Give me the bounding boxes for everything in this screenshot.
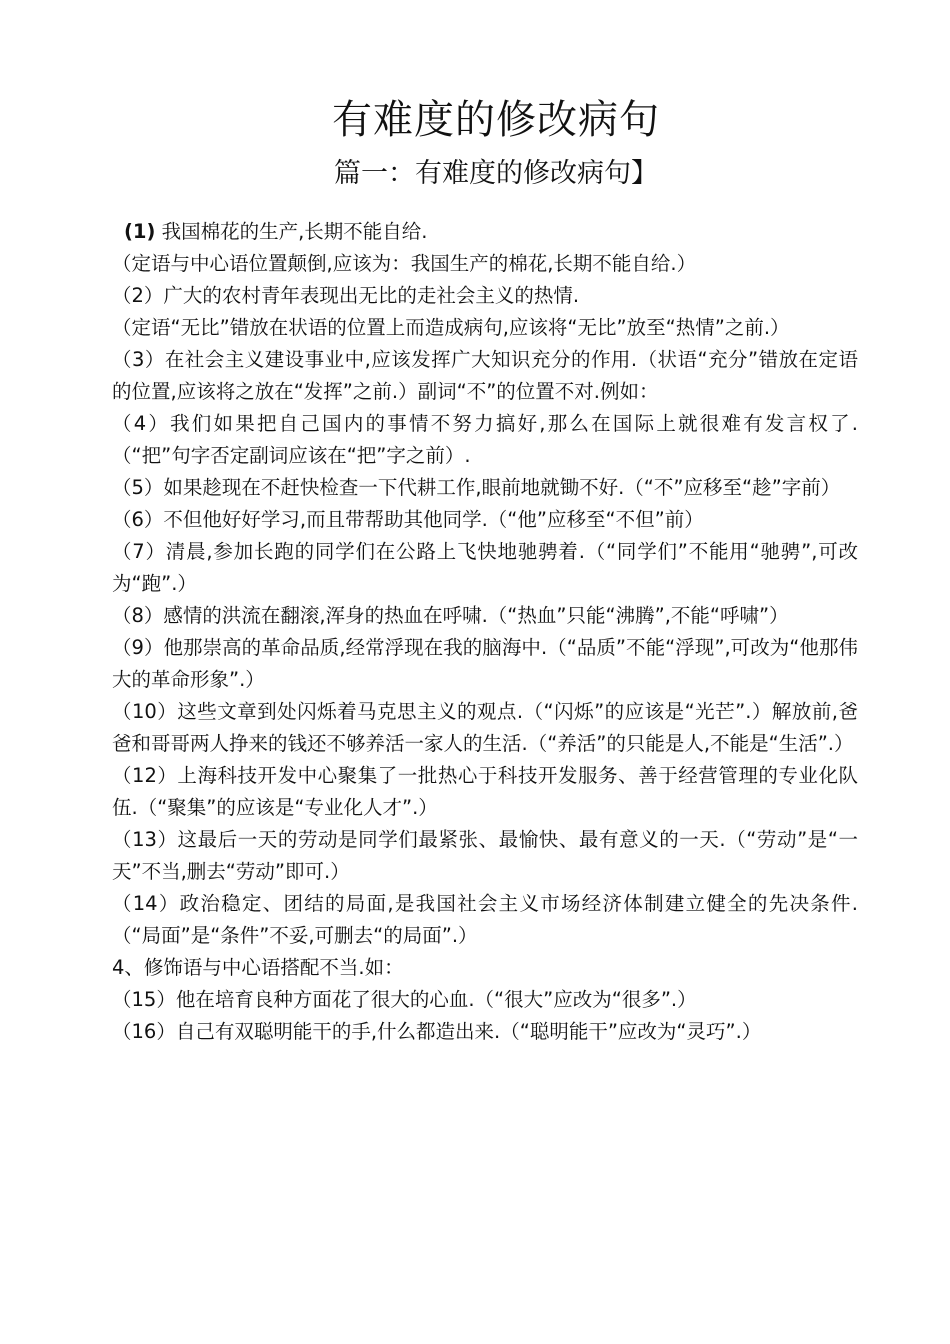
paragraph-18: （16）自己有双聪明能干的手,什么都造出来.（“聪明能干”应改为“灵巧”.） (112, 1020, 762, 1043)
paragraph-10: （8）感情的洪流在翻滚,浑身的热血在呼啸.（“热血”只能“沸腾”,不能“呼啸”） (112, 604, 789, 627)
paragraph-1 (112, 216, 858, 248)
paragraph-12: （10）这些文章到处闪烁着马克思主义的观点.（“闪烁”的应该是“光芒”.）解放前,爸爸和哥哥两人挣来的钱还不够养活一家人的生活.（“养活”的只能是人,不能是“生活”.） (112, 700, 858, 755)
paragraph-7: （5）如果趁现在不赶快检查一下代耕工作,眼前地就锄不好.（“不”应移至“趁”字前） (112, 476, 841, 499)
paragraph-4: （定语“无比”错放在状语的位置上而造成病句,应该将“无比”放至“热情”之前.） (112, 316, 790, 339)
paragraph-9: （7）清晨,参加长跑的同学们在公路上飞快地驰骋着.（“同学们”不能用“驰骋”,可改为“跑”.） (112, 540, 858, 595)
paragraph-15: （14）政治稳定、团结的局面,是我国社会主义市场经济体制建立健全的先决条件.（“局面”是“条件”不妥,可删去“的局面”.） (112, 892, 858, 947)
paragraph-16: 4、修饰语与中心语搭配不当.如： (112, 956, 404, 979)
paragraph-11: （9）他那崇高的革命品质,经常浮现在我的脑海中.（“品质”不能“浮现”,可改为“他那伟大的革命形象”.） (112, 636, 858, 691)
item-number: (1) (124, 220, 156, 243)
paragraph-8: （6）不但他好好学习,而且带帮助其他同学.（“他”应移至“不但”前） (112, 508, 704, 531)
paragraph-5: （3）在社会主义建设事业中,应该发挥广大知识充分的作用.（状语“充分”错放在定语的位置,应该将之放在“发挥”之前.）副词“不”的位置不对.例如： (112, 348, 858, 403)
document-title: 有难度的修改病句 (332, 97, 660, 143)
paragraph-6: （4）我们如果把自己国内的事情不努力搞好,那么在国际上就很难有发言权了.（“把”句字否定副词应该在“把”字之前）. (112, 412, 858, 467)
paragraph-17: （15）他在培育良种方面花了很大的心血.（“很大”应改为“很多”.） (112, 988, 697, 1011)
document-subtitle: 篇一：有难度的修改病句】 (334, 158, 658, 189)
document-body (112, 216, 858, 1048)
paragraph-2: （定语与中心语位置颠倒,应该为：我国生产的棉花,长期不能自给.） (112, 252, 697, 275)
paragraph-3: （2）广大的农村青年表现出无比的走社会主义的热情. (112, 284, 580, 307)
paragraph-13: （12）上海科技开发中心聚集了一批热心于科技开发服务、善于经营管理的专业化队伍.（“聚集”的应该是“专业化人才”.） (112, 764, 858, 819)
paragraph-14: （13）这最后一天的劳动是同学们最紧张、最愉快、最有意义的一天.（“劳动”是“一天”不当,删去“劳动”即可.） (112, 828, 858, 883)
paragraph-text: 我国棉花的生产,长期不能自给. (155, 220, 428, 243)
